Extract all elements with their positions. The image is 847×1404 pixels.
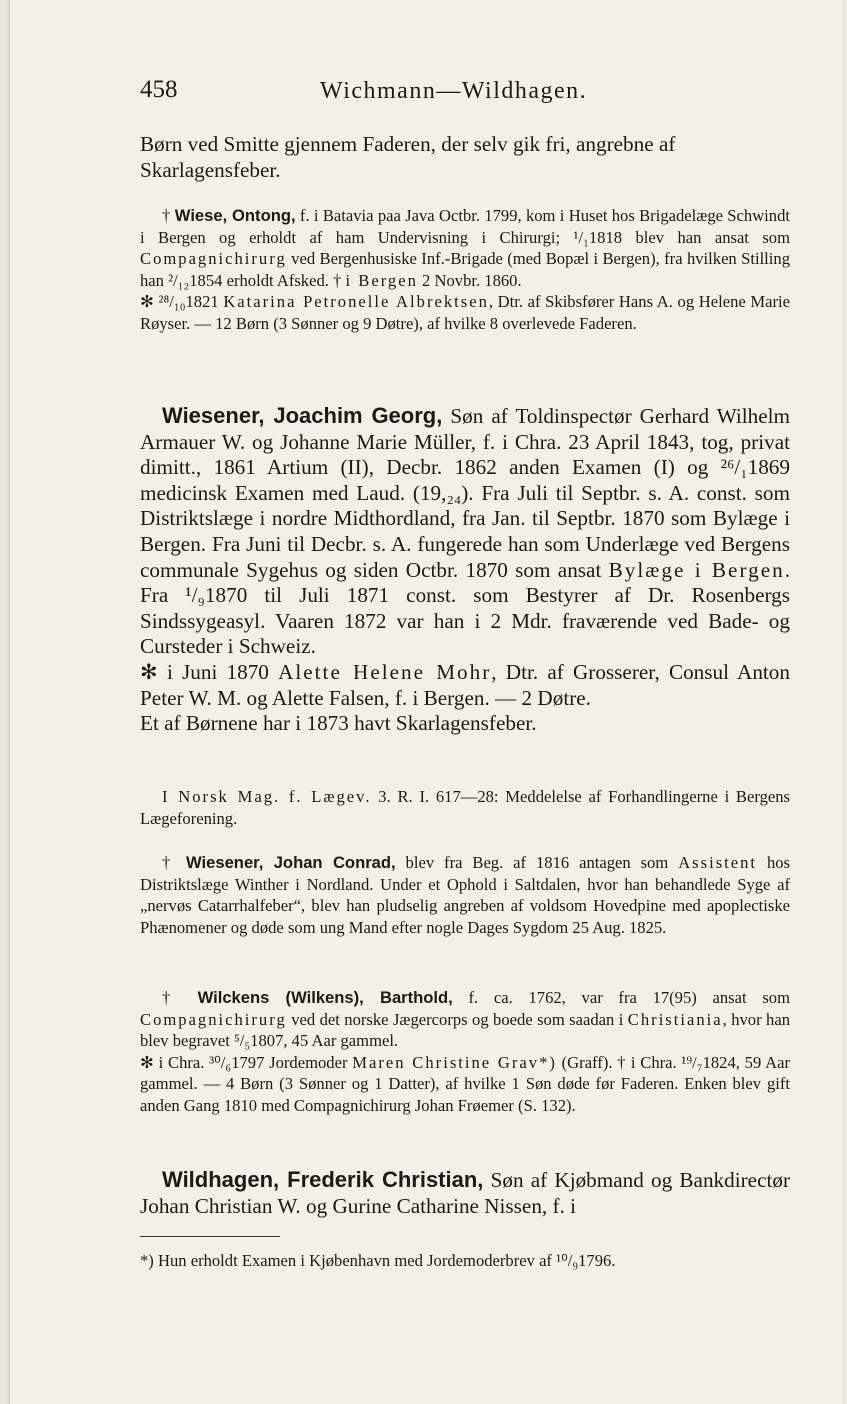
- spouse-name: Katarina Petronelle Albrektsen: [223, 292, 489, 312]
- marriage-symbol: ✻: [140, 292, 154, 312]
- page-number: 458: [140, 76, 178, 103]
- spaced-term: Bylæge i Bergen: [608, 557, 785, 582]
- children-note: Et af Børnene har i 1873 havt Skarlagensfeber.: [140, 711, 537, 736]
- entry-name: Wildhagen, Frederik Christian,: [162, 1167, 484, 1192]
- spaced-term: Compagnichirurg: [140, 249, 287, 269]
- marriage-symbol: ✻: [140, 659, 158, 684]
- dagger-symbol: †: [162, 206, 171, 225]
- footnote-mark: *): [140, 1251, 154, 1270]
- entry-name: Wiese, Ontong,: [174, 206, 296, 225]
- entry-wildhagen: Wildhagen, Frederik Christian, Søn af Kjøbmand og Bankdirectør Johan Christian W. og Gurine Catharine Nissen, f. i: [140, 1167, 791, 1218]
- intro-paragraph: [140, 132, 790, 183]
- entry-wiesener-joachim-georg: Wiesener, Joachim Georg, Søn af Toldinspectør Gerhard Wilhelm Armauer W. og Johanne Marie Müller, f. i Chra. 23 April 1843, tog, privat dimitt., 1861 Artium (II), Decbr. 1862 anden Examen (I) og ²⁶/₁1869 medicinsk Examen med Laud. (19,₂₄). Fra Juli til Septbr. s. A. const. som Distriktslæge i nordre Midthordland, fra Jan. til Septbr. 1870 som Bylæge i Bergen. Fra Juni til Decbr. s. A. fungerede han som Underlæge ved Bergens communale Sygehus og siden Octbr. 1870 som ansat Bylæge i Bergen. Fra ¹/₉1870 til Juli 1871 const. som Bestyrer af Dr. Rosenbergs Sindssygeasyl. Vaaren 1872 var han i 2 Mdr. fraværende ved Bade- og Cursteder i Schweiz. ✻ i Juni 1870 Alette Helene Mohr, Dtr. af Grosserer, Consul Anton Peter W. M. og Alette Falsen, f. i Bergen. — 2 Døtre. Et af Børnene har i 1873 havt Skarlagensfeber.: [140, 403, 791, 736]
- spaced-term: Assistent: [678, 853, 758, 872]
- spaced-term: Christiania: [627, 1009, 723, 1029]
- intro-line-1: Børn ved Smitte gjennem Faderen, der selv gik fri, angrebne af: [140, 132, 676, 156]
- spaced-term: i Bergen: [345, 270, 418, 290]
- running-head: Wichmann—Wildhagen.: [320, 78, 588, 104]
- page-header: [0, 72, 847, 112]
- reference-note: I Norsk Mag. f. Lægev. 3. R. I. 617—28: Meddelelse af Forhandlingerne i Bergens Lægeforening.: [140, 787, 790, 828]
- dagger-symbol: †: [162, 988, 182, 1007]
- spouse-name: Maren Christine Grav*): [352, 1052, 557, 1072]
- entry-wiesener-johan-conrad: † Wiesener, Johan Conrad, blev fra Beg. af 1816 antagen som Assistent hos Distriktslæge Winther i Nordland. Under et Ophold i Saltdalen, hvor han behandlede Syge af „nervøs Catarrhalfeber“, blev han pludselig angreben af voldsom Hovedpine med apoplectiske Phænomener og døde som ung Mand efter nogle Dages Sygdom 25 Aug. 1825.: [140, 853, 791, 937]
- intro-line-2: Skarlagensfeber.: [140, 157, 281, 182]
- entry-wilckens: † Wilckens (Wilkens), Barthold, f. ca. 1762, var fra 17(95) ansat som Compagnichirurg ved det norske Jægercorps og boede som saadan i Christiania, hvor han blev begravet ⁵/₅1807, 45 Aar gammel. ✻ i Chra. ³⁰/₆1797 Jordemoder Maren Christine Grav*) (Graff). † i Chra. ¹⁹/₇1824, 59 Aar gammel. — 4 Børn (3 Sønner og 1 Datter), af hvilke 1 Søn døde før Faderen. Enken blev gift anden Gang 1810 med Compagnichirurg Johan Frøemer (S. 132).: [140, 988, 791, 1115]
- footnote-rule: [140, 1236, 280, 1237]
- marriage-symbol: ✻: [140, 1052, 154, 1072]
- footnote: [140, 1250, 790, 1272]
- spouse-name: Alette Helene Mohr: [278, 659, 492, 684]
- entry-name: Wilckens (Wilkens), Barthold,: [197, 988, 453, 1007]
- footnote-text: Hun erholdt Examen i Kjøbenhavn med Jordemoderbrev af ¹⁰/₉1796.: [153, 1251, 616, 1270]
- entry-wiese: † Wiese, Ontong, f. i Batavia paa Java Octbr. 1799, kom i Huset hos Brigadelæge Schwindt i Bergen og erholdt af ham Undervisning i Chirurgi; ¹/₁1818 blev han ansat som Compagnichirurg ved Bergenhusiske Inf.-Brigade (med Bopæl i Bergen), fra hvilken Stilling han ²/₁₂1854 erholdt Afsked. † i Bergen 2 Novbr. 1860. ✻ ²⁸/₁₀1821 Katarina Petronelle Albrektsen, Dtr. af Skibsfører Hans A. og Helene Marie Røyser. — 12 Børn (3 Sønner og 9 Døtre), af hvilke 8 overlevede Faderen.: [140, 206, 790, 333]
- entry-name: Wiesener, Joachim Georg,: [162, 403, 443, 428]
- reference-source: I Norsk Mag. f. Lægev.: [162, 787, 372, 806]
- entry-name: Wiesener, Johan Conrad,: [186, 853, 396, 872]
- dagger-symbol: †: [162, 853, 177, 872]
- spaced-term: Compagnichirurg: [140, 1009, 287, 1029]
